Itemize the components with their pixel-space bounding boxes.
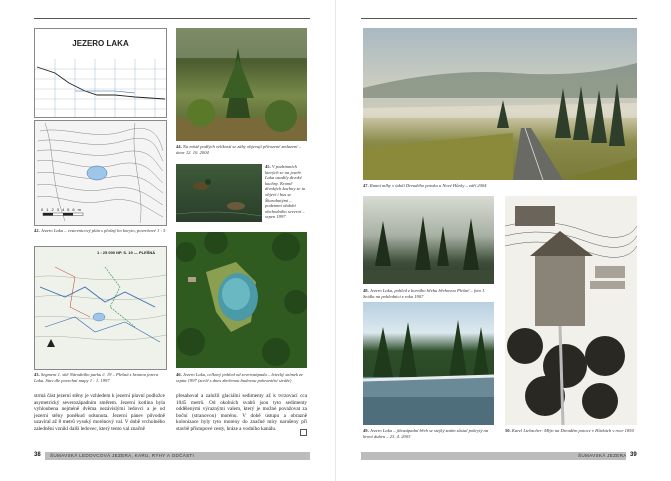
caption-45: 45. V podzimních kterých se na jezeře Laka usadily divoké kachny. Kromě divokých kachny se tu objeví i hus se Škarabatými – podzimní období obchodního severní – srpen 1997 [265, 164, 306, 220]
caption-50: 50. Karel Liebscher: Mlýn na Dreudém potoce v Hůrkách v roce 1850 [505, 428, 634, 433]
top-rule-right [361, 18, 637, 19]
map2-title: 1 : 25 000 NP. S. 19 — PLEŠNÁ [97, 250, 156, 255]
caption-47: 47. Ranní mlhy v údolí Dreudého potoka u Nové Hůrky – září 2004 [363, 183, 487, 188]
lake-profile-map [34, 28, 167, 118]
body-text-col2: přesahoval a založil glaciální sedimenty až k tvrzovací cca 1045 metrů. Od okolních svahů jsou tyto sedimenty oddělenými výraznými valem, který je možné považovat za boční (stranovou) morénu. V době ústupu a obrazně kolonizace byly tyto moreny do značné míry narušeny při stavbě přístupové cesty, hráze a vodního kanálu. [176, 393, 307, 432]
topo-lines [35, 247, 166, 369]
caption-43: 43. Segment 1. sítě Národního parku č. 19 – Plešná s hranou jezera Laka. Stav dle povrchní mapy 1 : 1. 1997 [34, 372, 159, 383]
end-mark-icon [300, 429, 307, 436]
caption-49: 49. Jezero Laka – jihozápadní břeh se stejký zatím zůstal pokrytý na hroní duben – 23. 4. 2003 [363, 428, 489, 439]
caption-48: 48. Jezero Laka, pohled z horního břehu břehovou Plešné – foto J. Seidla na pohlednici z roku 1907 [363, 288, 486, 299]
caption-44: 44. Na místě podlých velikostí se záby objevují přírozené zmlazení – únor 12. 10. 2004 [176, 144, 302, 155]
top-rule-left [34, 18, 310, 19]
profile-chart [35, 29, 166, 117]
map-title: JEZERO LAKA [72, 39, 129, 48]
photo-47-misty-road [363, 28, 637, 180]
page-number-left: 38 [34, 452, 41, 458]
photo-50-mill-engraving [505, 196, 637, 425]
running-head-right: ŠUMAVSKÁ JEZERA [578, 453, 627, 458]
contour-map [34, 120, 167, 226]
body-text-col1: strmá část jezerní stěny je vzhledem k jezerní plavní podložce asymetrický severozápadním směrem. Jezerní kotlina byla vyhloubena nejméně dvěma nezávislými ledovci a je od jezerní stěny poněkud odsunuta. Jezerní pánev původně uzavíral až 8 metrů vysoký morénový val. V době vrcholného zalednění vznikl další ledovec, který tento val značně [34, 393, 165, 432]
page-number-right: 39 [630, 452, 637, 458]
photo-45-ducks [176, 164, 262, 222]
caption-42: 42. Jezero Laka – vrstevnicový plán s plošný ho koryto, povrchové 1 : 5 [34, 228, 166, 233]
scale-labels: 0123456m [41, 207, 84, 212]
running-head-left: ŠUMAVSKÁ LEDOVCOVÁ JEZERA, KARU, RÝHY A ODČÁSTI [50, 453, 195, 458]
caption-46: 46. Jezero Laka, celkový pohled od severozápadu – letecký snímek ze srpna 1997 (zcelé s dnes zbořenou budovou pohraniční stráže) [176, 372, 303, 383]
photo-46-aerial-lake [176, 232, 307, 368]
gutter [335, 0, 336, 481]
photo-44-spruce-seedling [176, 28, 307, 141]
scale-bar [43, 213, 83, 216]
north-arrow-icon [47, 339, 55, 347]
photo-49-lake-shore [363, 302, 494, 425]
photo-48-vintage-postcard [363, 196, 494, 284]
topographic-map [34, 246, 167, 370]
